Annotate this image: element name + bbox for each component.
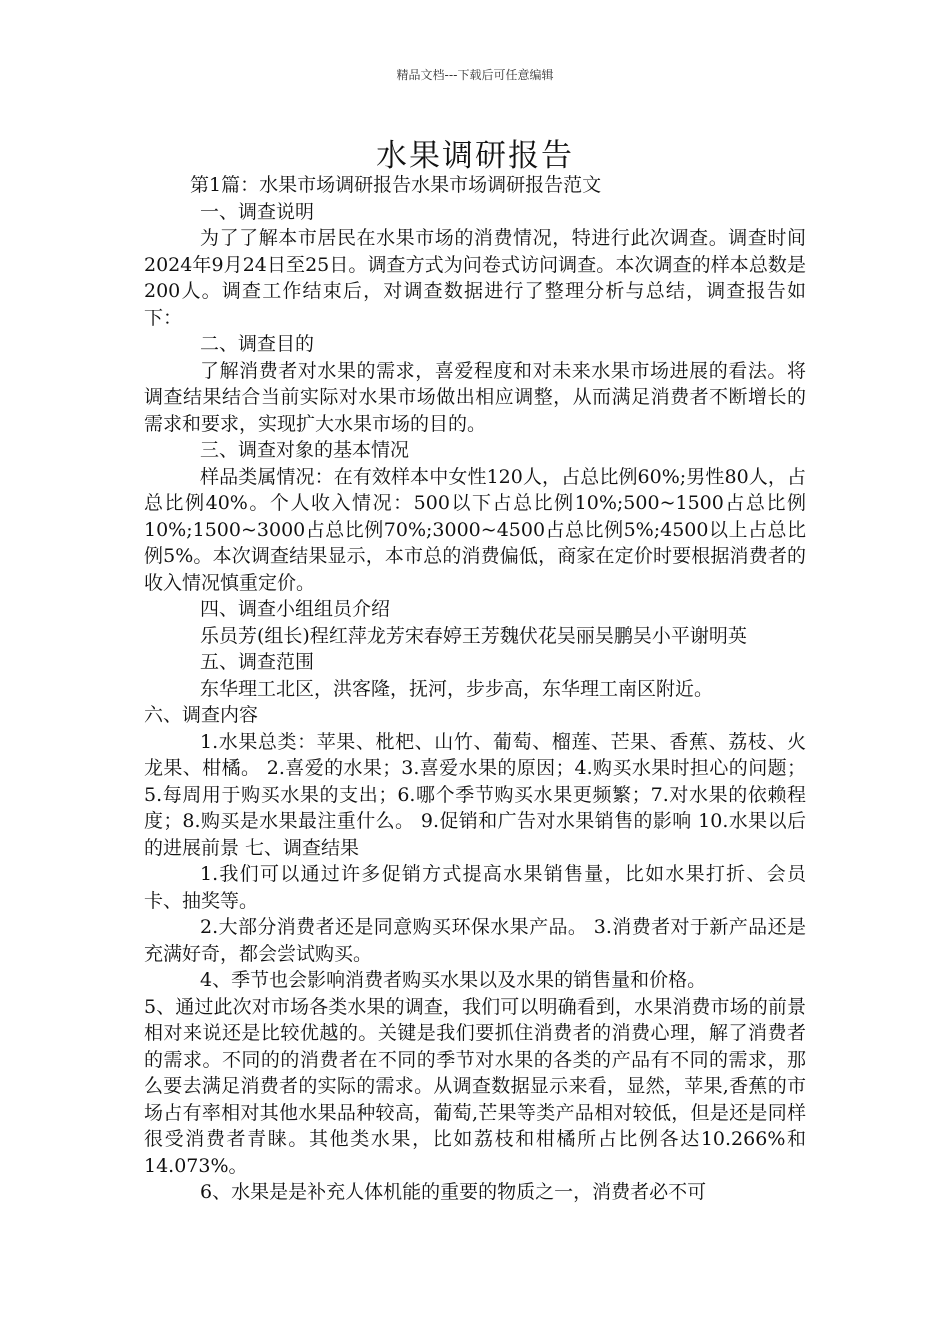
document-body: [144, 172, 806, 1206]
paragraph: 了解消费者对水果的需求，喜爱程度和对未来水果市场进展的看法。将调查结果结合当前实际对水果市场做出相应调整，从而满足消费者不断增长的需求和要求，实现扩大水果市场的目的。: [144, 359, 806, 435]
paragraph: 三、调查对象的基本情况: [200, 439, 410, 461]
paragraph: 1.我们可以通过许多促销方式提高水果销售量，比如水果打折、会员卡、抽奖等。: [144, 863, 806, 912]
paragraph: 样品类属情况：在有效样本中女性120人，占总比例60%;男性80人，占总比例40%。个人收入情况：500以下占总比例10%;500~1500占总比例10%;1500~3000占总比例70%;3000~4500占总比例5%;4500以上占总比例5%。本次调查结果显示，本市总的消费偏低，商家在定价时要根据消费者的收入情况慎重定价。: [144, 465, 806, 594]
paragraph: 乐员芳(组长)程红萍龙芳宋春婷王芳魏伏花吴丽吴鹏吴小平谢明英: [200, 624, 747, 647]
paragraph: 1.水果总类：苹果、枇杷、山竹、葡萄、榴莲、芒果、香蕉、荔枝、火龙果、柑橘。 2.喜爱的水果；3.喜爱水果的原因；4.购买水果时担心的问题；5.每周用于购买水果的支出；6.哪个季节购买水果更频繁；7.对水果的依赖程度；8.购买是水果最注重什么。 9.促销和广告对水果销售的影响 10.水果以后的进展前景 七、调查结果: [144, 730, 806, 859]
paragraph: 一、调查说明: [200, 200, 315, 223]
document-title: 水果调研报告: [376, 138, 574, 174]
paragraph: 4、季节也会影响消费者购买水果以及水果的销售量和价格。: [200, 969, 707, 991]
paragraph: 6、水果是是补充人体机能的重要的物质之一，消费者必不可: [200, 1181, 707, 1203]
paragraph: 东华理工北区，洪客隆，抚河，步步高，东华理工南区附近。: [200, 677, 714, 700]
paragraph: 第1篇：水果市场调研报告水果市场调研报告范文: [190, 174, 602, 196]
paragraph: 二、调查目的: [200, 333, 315, 355]
paragraph: 为了了解本市居民在水果市场的消费情况，特进行此次调查。调查时间2024年9月24日至25日。调查方式为问卷式访问调查。本次调查的样本总数是200人。调查工作结束后，对调查数据进行了整理分析与总结，调查报告如下：: [144, 227, 806, 329]
paragraph: 五、调查范围: [200, 651, 315, 673]
paragraph: 六、调查内容: [144, 704, 259, 726]
page-header: 精品文档---下载后可任意编辑: [396, 68, 554, 82]
paragraph: 2.大部分消费者还是同意购买环保水果产品。 3.消费者对于新产品还是充满好奇，都会尝试购买。: [144, 916, 806, 965]
paragraph: 5、通过此次对市场各类水果的调查，我们可以明确看到，水果消费市场的前景相对来说还是比较优越的。关键是我们要抓住消费者的消费心理，解了消费者的需求。不同的的消费者在不同的季节对水果的各类的产品有不同的需求，那么要去满足消费者的实际的需求。从调查数据显示来看，显然，苹果,香蕉的市场占有率相对其他水果品种较高，葡萄,芒果等类产品相对较低，但是还是同样很受消费者青睐。其他类水果，比如荔枝和柑橘所占比例各达10.266%和14.073%。: [144, 995, 806, 1177]
paragraph: 四、调查小组组员介绍: [200, 598, 391, 620]
